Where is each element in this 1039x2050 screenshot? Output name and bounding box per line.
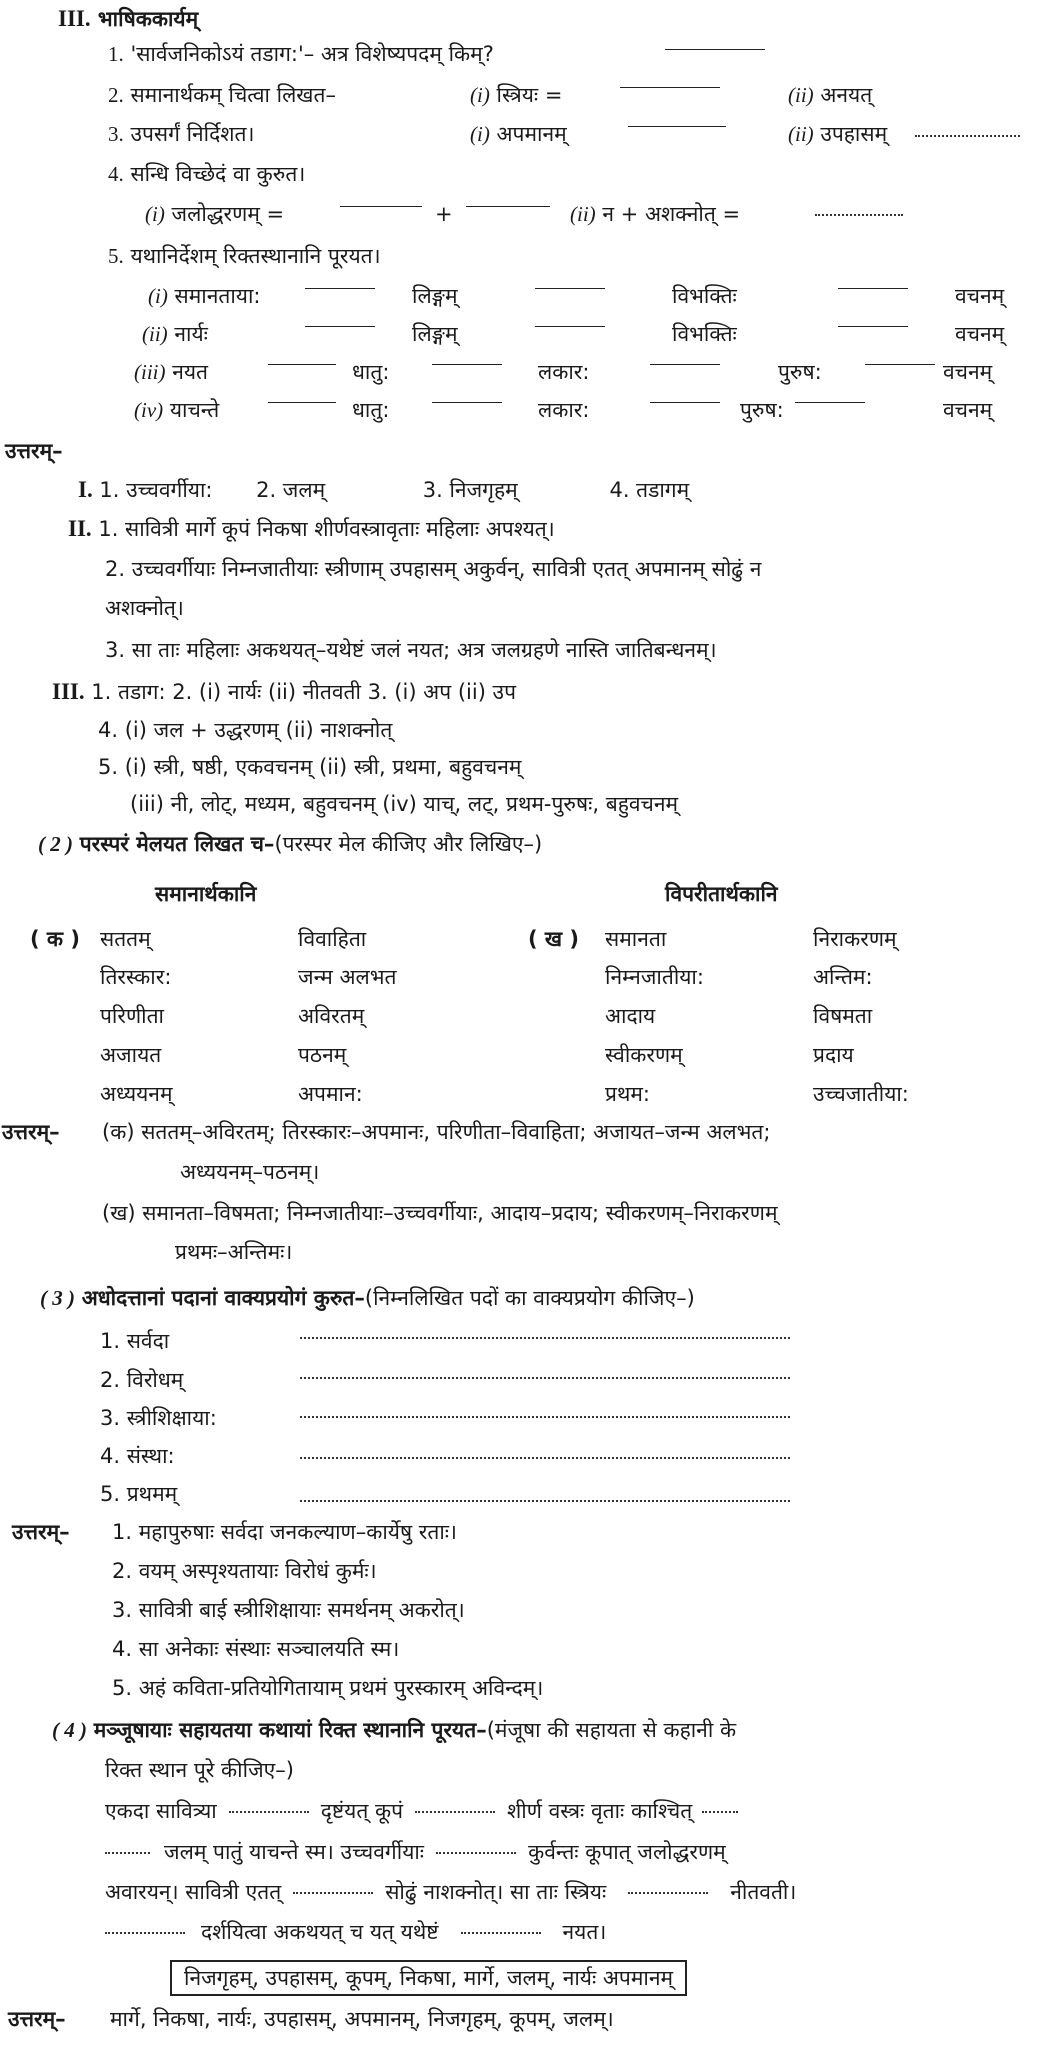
question-4-part-i: (i) जलोद्धरणम् = <box>145 202 285 226</box>
answer-III-4: 4. (i) जल + उद्धरणम् (ii) नाशक्नोत् <box>98 718 393 742</box>
passage-line-3: अवारयन्। सावित्री एतत् सोढुं नाशक्नोत्। सा ताः स्त्रियः नीतवती। <box>105 1880 797 1904</box>
answer-blank[interactable] <box>650 402 720 403</box>
answer-dots[interactable] <box>702 1811 738 1813</box>
sentence-answer: 5. अहं कविता-प्रतियोगितायाम् प्रथमं पुरस्कारम् अविन्दम्। <box>112 1676 544 1700</box>
sentence-answer: 4. सा अनेकाः संस्थाः सञ्चालयति स्म। <box>112 1637 400 1661</box>
answer-III-5-cont: (iii) नी, लोट्, मध्यम, बहुवचनम् (iv) याच्, लट्, प्रथम-पुरुषः, बहुवचनम् <box>130 792 679 816</box>
answer-blank[interactable] <box>650 364 720 365</box>
sentence-answer: 1. महापुरुषाः सर्वदा जनकल्याण–कार्येषु रताः। <box>112 1520 457 1544</box>
answer-blank[interactable] <box>628 126 726 127</box>
sentence-item: 4. संस्था: <box>100 1444 175 1468</box>
answer-blank[interactable] <box>268 364 336 365</box>
label-kha: ( ख ) <box>528 927 579 951</box>
answer-label: उत्तरम्– <box>5 439 63 463</box>
answer-blank[interactable] <box>466 206 550 207</box>
sentence-answer: 2. वयम् अस्पृश्यतायाः विरोधं कुर्मः। <box>112 1559 377 1583</box>
question-3-part-ii: (ii) उपहासम् <box>788 122 888 146</box>
answer-blank[interactable] <box>795 402 865 403</box>
answer-blank[interactable] <box>665 49 765 50</box>
answer-blank[interactable] <box>305 288 375 289</box>
answer-III: III. 1. तडाग: 2. (i) नार्यः (ii) नीतवती 3. (i) अप (ii) उप <box>52 679 516 704</box>
answer-dots[interactable] <box>105 1852 150 1854</box>
answer-kha-cont: प्रथमः–अन्तिमः। <box>175 1240 293 1264</box>
passage-line-4: दर्शयित्वा अकथयत् च यत् यथेष्टं नयत। <box>105 1918 606 1946</box>
answer-ka: (क) सततम्–अविरतम्; तिरस्कारः–अपमानः, परिणीता–विवाहिता; अजायत–जन्म अलभत; <box>102 1120 771 1144</box>
answer-blank[interactable] <box>620 87 720 88</box>
answer-I: I. 1. उच्चवर्गीया: 2. जलम् 3. निजगृहम् 4. तडागम् <box>78 477 690 502</box>
sentence-answer: 3. सावित्री बाई स्त्रीशिक्षायाः समर्थनम् अकरोत्। <box>112 1598 465 1622</box>
answer-blank[interactable] <box>432 402 502 403</box>
answer-II-2-cont: अशक्नोत्। <box>105 596 184 620</box>
answer-II: II. 1. सावित्री मार्गे कूपं निकषा शीर्णवस्त्रावृताः महिलाः अपश्यत्। <box>68 516 555 541</box>
answer-dots[interactable] <box>815 214 903 216</box>
question-4: 4. सन्धि विच्छेदं वा कुरुत। <box>108 162 306 186</box>
answer-ka-cont: अध्ययनम्–पठनम्। <box>180 1160 320 1184</box>
answer-kha: (ख) समानता–विषमता; निम्नजातीयाः–उच्चवर्गीयाः, आदाय–प्रदाय; स्वीकरणम्–निराकरणम् <box>102 1201 778 1225</box>
answer-blank[interactable] <box>305 326 375 327</box>
answer-dots[interactable] <box>300 1337 790 1339</box>
question-2: 2. समानार्थकम् चित्वा लिखत– <box>108 83 336 107</box>
section-3-heading: III. भाषिककार्यम् <box>58 6 199 31</box>
answer-blank[interactable] <box>865 364 935 365</box>
answer-blank[interactable] <box>838 288 908 289</box>
sentence-item: 3. स्त्रीशिक्षाया: <box>100 1406 217 1430</box>
question-3: 3. उपसर्गं निर्दिशत। <box>108 122 255 146</box>
question-3-part-i: (i) अपमानम् <box>470 122 567 146</box>
column-heading-antonyms: विपरीतार्थकानि <box>665 882 778 906</box>
answer-dots[interactable] <box>300 1500 790 1502</box>
label-ka: ( क ) <box>30 927 80 951</box>
answer-II-3: 3. सा ताः महिलाः अकथयत्–यथेष्टं जलं नयत; अत्र जलग्रहणे नास्ति जातिबन्धनम्। <box>105 638 717 662</box>
answer-dots[interactable] <box>300 1377 790 1379</box>
question-4-part-ii: (ii) न + अशक्नोत् = <box>570 202 741 226</box>
section-4-subtitle: रिक्त स्थान पूरे कीजिए–) <box>105 1758 294 1782</box>
answer-blank[interactable] <box>268 402 336 403</box>
answer-blank[interactable] <box>535 326 605 327</box>
answer-dots[interactable] <box>293 1892 373 1894</box>
section-4-heading: ( 4 ) मञ्जूषायाः सहायतया कथायां रिक्त स्थानानि पूरयत–(मंजूषा की सहायता से कहानी के <box>52 1718 737 1742</box>
column-heading-synonyms: समानार्थकानि <box>155 882 257 906</box>
question-2-part-ii: (ii) अनयत् <box>788 83 873 107</box>
answer-label: उत्तरम्– <box>8 2007 66 2031</box>
question-1: 1. 'सार्वजनिकोऽयं तडाग:'– अत्र विशेष्यपदम् किम्? <box>108 42 494 66</box>
answer-dots[interactable] <box>300 1416 790 1418</box>
section-2-heading: ( 2 ) परस्परं मेलयत लिखत च–(परस्पर मेल कीजिए और लिखिए–) <box>38 832 543 856</box>
question-2-part-i: (i) स्त्रियः = <box>470 83 563 107</box>
answer-dots[interactable] <box>229 1811 309 1813</box>
answer-dots[interactable] <box>415 1811 495 1813</box>
answer-dots[interactable] <box>461 1932 541 1934</box>
answer-dots[interactable] <box>105 1932 185 1934</box>
answer-blank[interactable] <box>838 326 908 327</box>
sentence-item: 5. प्रथमम् <box>100 1482 178 1506</box>
answer-dots[interactable] <box>300 1457 790 1459</box>
answer-dots[interactable] <box>915 135 1020 137</box>
passage-line-1: एकदा सावित्र्या दृष्टंयत् कूपं शीर्ण वस्त्रः वृताः काश्चित् <box>105 1797 744 1825</box>
sentence-item: 2. विरोधम् <box>100 1368 184 1392</box>
answer-dots[interactable] <box>436 1852 516 1854</box>
word-box: निजगृहम्, उपहासम्, कूपम्, निकषा, मार्गे, जलम्, नार्यः अपमानम् <box>170 1960 687 1996</box>
answer-II-2: 2. उच्चवर्गीयाः निम्नजातीयाः स्त्रीणाम् उपहासम् अकुर्वन्, सावित्री एतत् अपमानम् सोढुं न <box>105 557 762 581</box>
answer-blank[interactable] <box>340 206 422 207</box>
answer-label: उत्तरम्– <box>12 1520 70 1544</box>
passage-line-2: जलम् पातुं याचन्ते स्म। उच्चवर्गीयाः कुर्वन्तः कूपात् जलोद्धरणम् <box>105 1838 726 1866</box>
section-3b-heading: ( 3 ) अधोदत्तानां पदानां वाक्यप्रयोगं कुरुत–(निम्नलिखित पदों का वाक्यप्रयोग कीजिए–) <box>40 1286 695 1310</box>
plus-sign: + <box>435 202 453 226</box>
question-5: 5. यथानिर्देशम् रिक्तस्थानानि पूरयत। <box>108 244 381 268</box>
answer-blank[interactable] <box>432 364 502 365</box>
sentence-item: 1. सर्वदा <box>100 1329 170 1353</box>
answer-dots[interactable] <box>628 1892 708 1894</box>
answer-label: उत्तरम्– <box>2 1120 60 1144</box>
answer-III-5: 5. (i) स्त्री, षष्ठी, एकवचनम् (ii) स्त्री, प्रथमा, बहुवचनम् <box>98 755 522 779</box>
passage-answer: मार्गे, निकषा, नार्यः, उपहासम्, अपमानम्, निजगृहम्, कूपम्, जलम्। <box>110 2007 614 2031</box>
answer-blank[interactable] <box>535 288 605 289</box>
